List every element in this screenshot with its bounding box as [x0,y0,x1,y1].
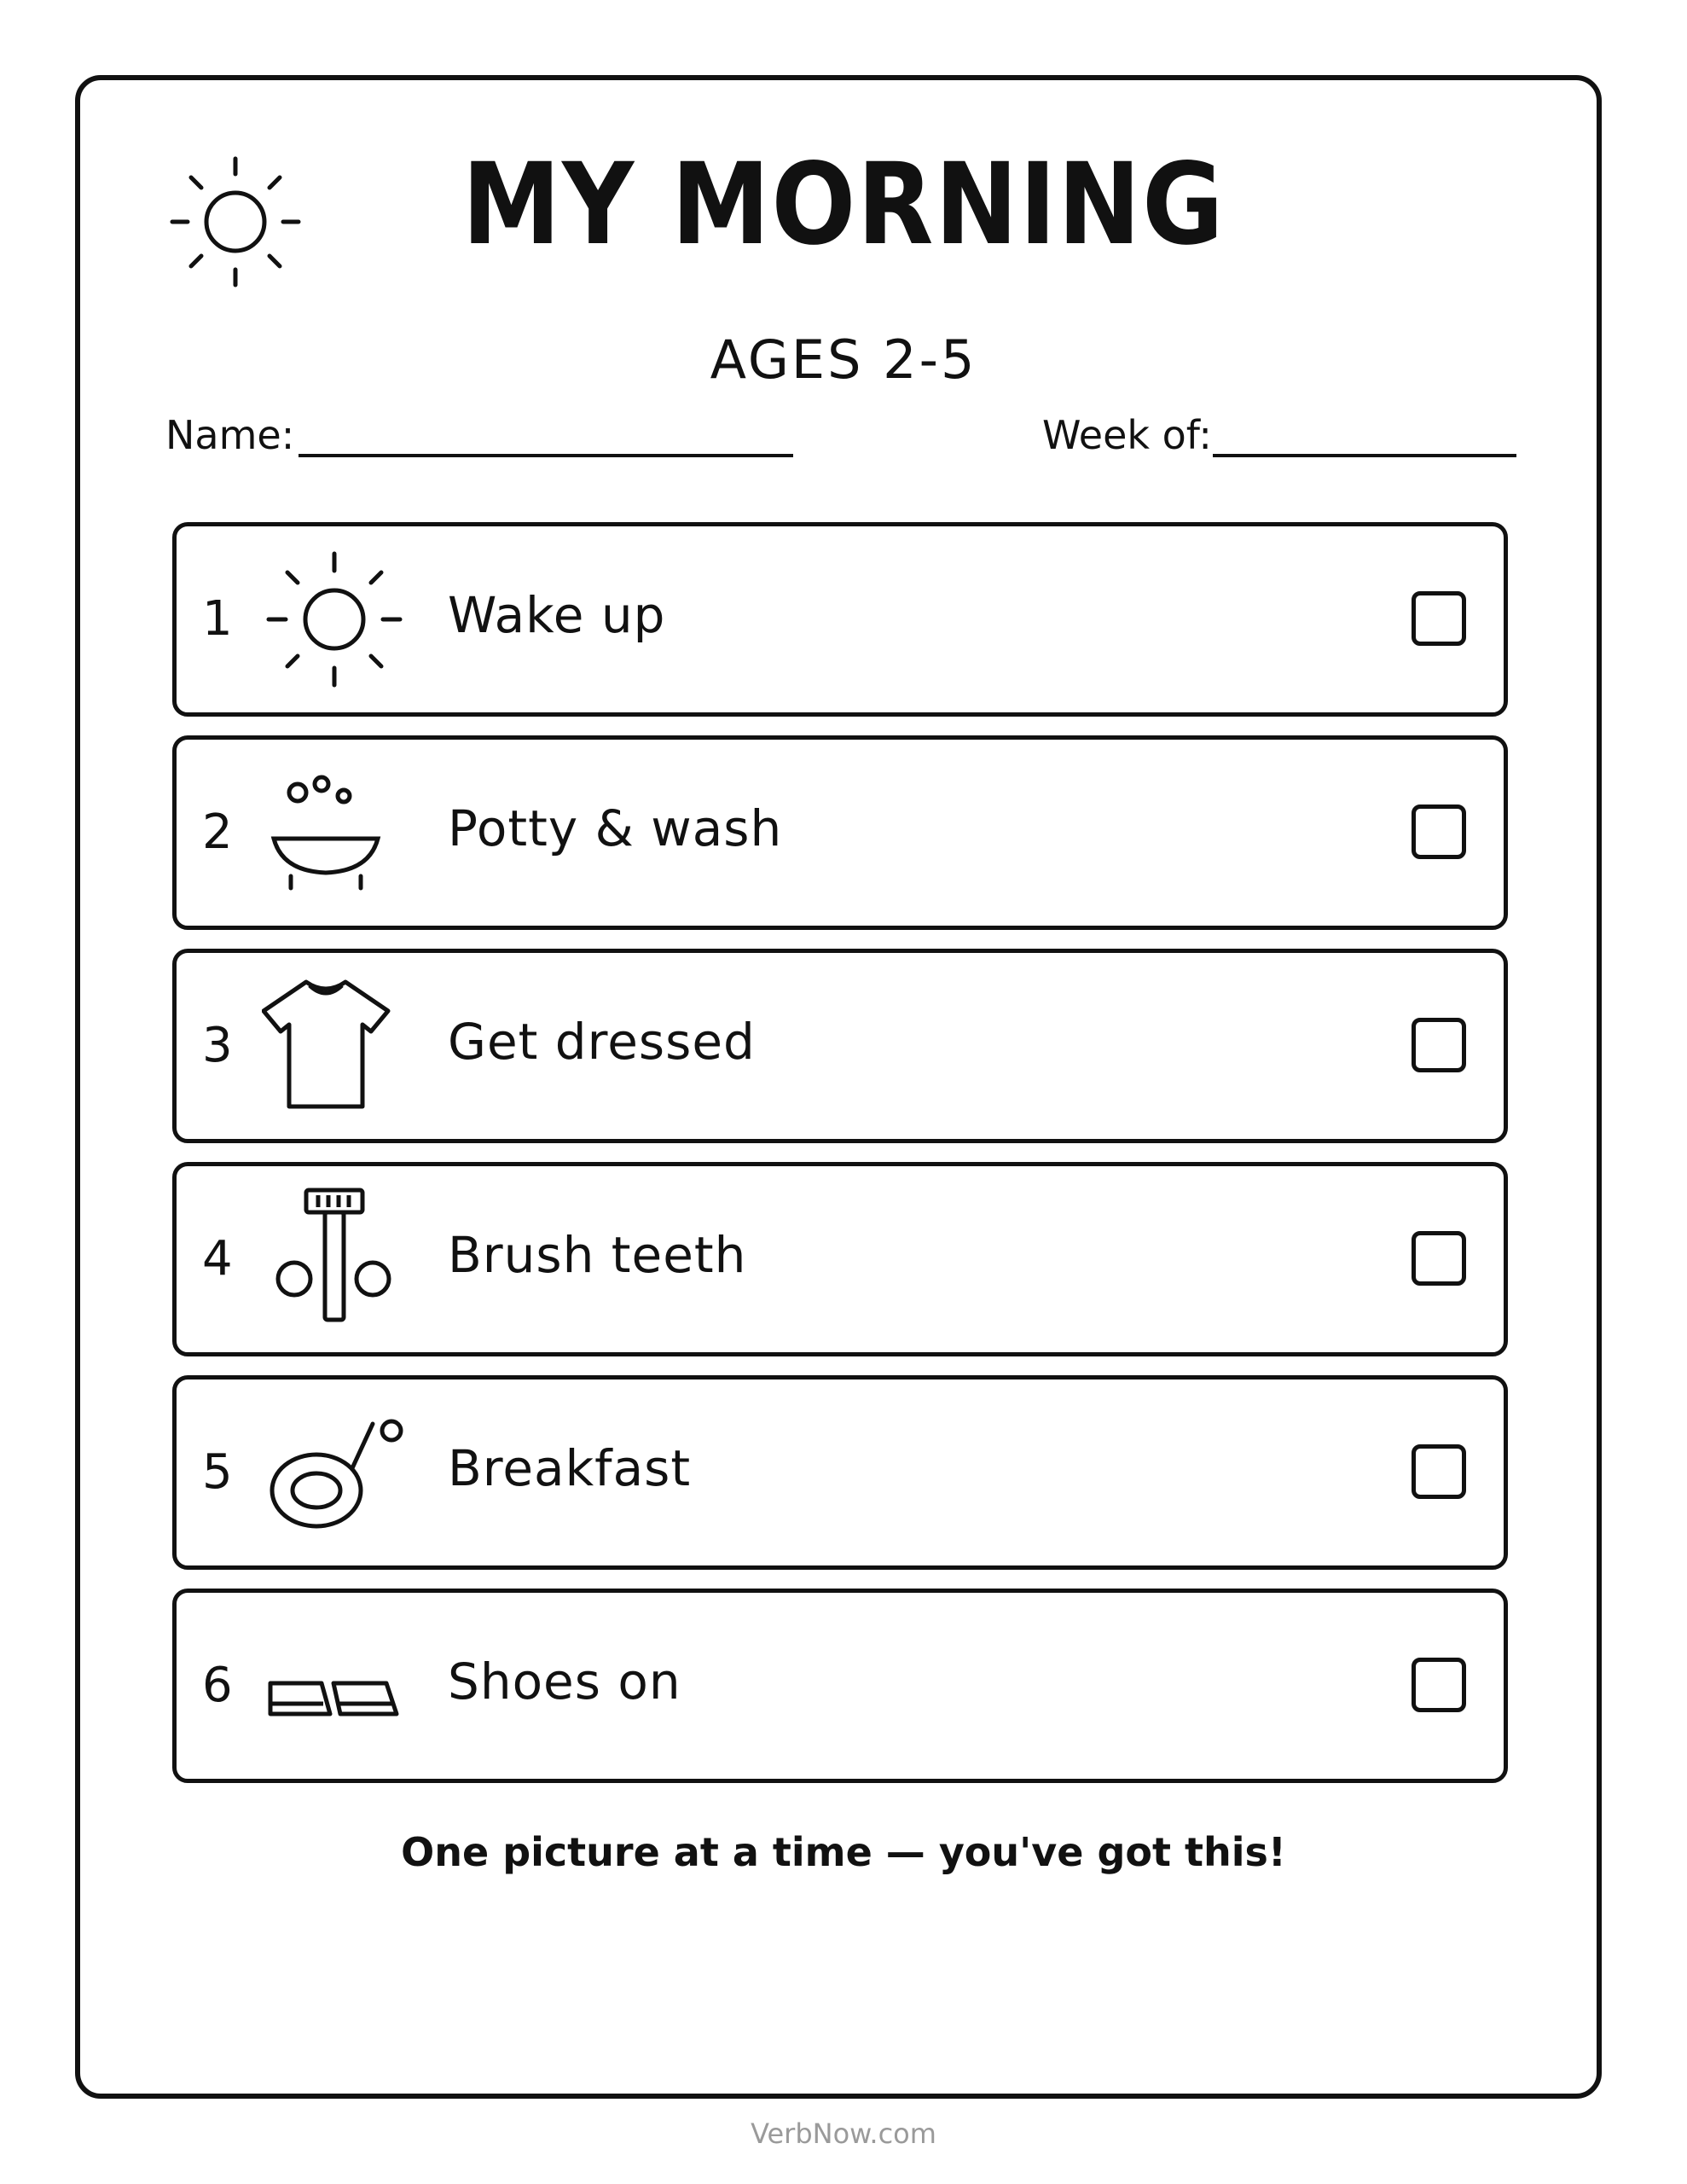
task-checkbox[interactable] [1412,1018,1466,1072]
week-label: Week of: [1042,412,1212,458]
task-number: 4 [202,1231,233,1287]
task-checkbox[interactable] [1412,1444,1466,1499]
task-checkbox[interactable] [1412,1658,1466,1712]
task-label: Potty & wash [448,799,783,857]
task-row [172,1375,1508,1570]
shoes-icon [262,1613,407,1758]
task-number: 6 [202,1658,233,1713]
sink-bubbles-icon [262,760,407,905]
task-label: Shoes on [448,1653,681,1711]
task-number: 1 [202,591,233,647]
task-number: 5 [202,1444,233,1500]
task-label: Brush teeth [448,1226,747,1284]
task-number: 2 [202,804,233,860]
page-title: MY MORNING [461,139,1226,270]
task-number: 3 [202,1018,233,1073]
task-label: Wake up [448,586,666,644]
task-checkbox[interactable] [1412,1231,1466,1286]
task-row [172,1589,1508,1783]
name-label: Name: [165,412,295,458]
plate-icon [262,1400,407,1545]
sun-icon [262,547,407,692]
task-row [172,1162,1508,1356]
task-checkbox[interactable] [1412,591,1466,646]
task-row [172,522,1508,717]
watermark: VerbNow.com [751,2117,936,2150]
task-label: Get dressed [448,1013,756,1071]
task-label: Breakfast [448,1439,692,1497]
encouragement-text: One picture at a time — you've got this! [401,1829,1286,1875]
week-field[interactable] [1213,454,1516,457]
task-row [172,949,1508,1143]
name-field[interactable] [299,454,793,457]
tshirt-icon [262,973,407,1118]
task-row [172,735,1508,930]
task-checkbox[interactable] [1412,804,1466,859]
toothbrush-icon [262,1187,407,1332]
age-range: AGES 2-5 [710,328,977,391]
